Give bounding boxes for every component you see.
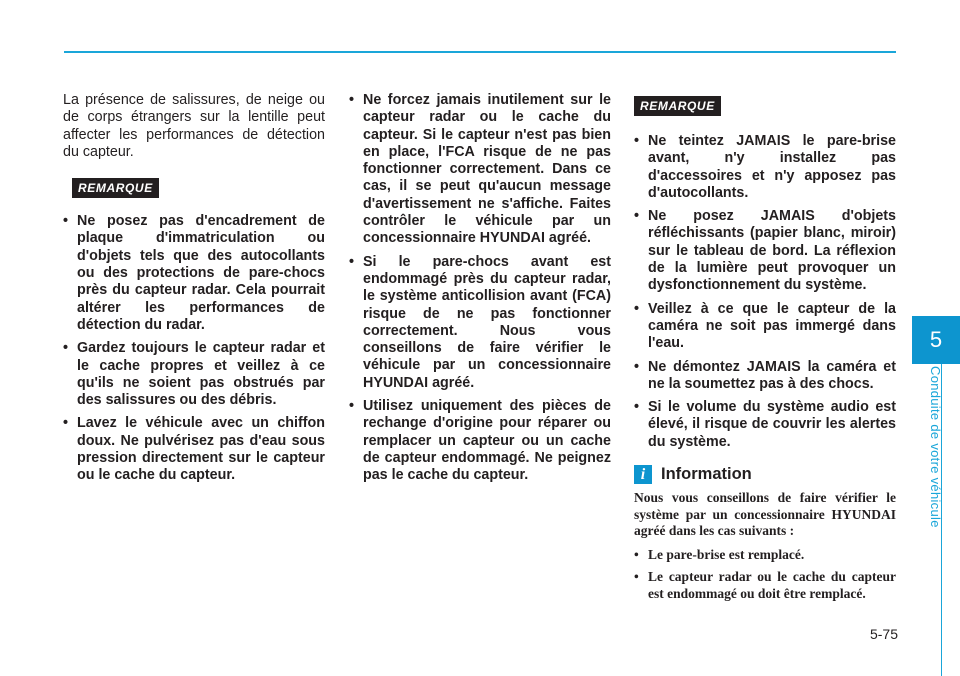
intro-paragraph: La présence de salissures, de neige ou de corps étrangers sur la lentille peut affecter les performances de détection du capteur. <box>63 92 325 160</box>
header-rule <box>64 51 896 53</box>
list-item: • Le pare-brise est remplacé. <box>634 547 805 563</box>
column-left <box>63 92 325 491</box>
bullet-icon: • <box>63 213 69 230</box>
bullet-icon: • <box>634 208 640 225</box>
bullet-icon: • <box>349 92 355 108</box>
list-item: • Lavez le véhicule avec un chiffon doux. Ne pulvérisez pas d'eau sous pression directement sur le capteur ou le cache du capteur. <box>63 415 325 484</box>
remarque-list <box>63 213 325 484</box>
list-item: • Ne teintez JAMAIS le pare-brise avant, n'y installez pas d'accessoires et n'y apposez pas d'autocollants. <box>634 133 896 201</box>
list-item: • Ne posez pas d'encadrement de plaque d'immatriculation ou d'objets tels que des autocollants ou des protections de pare-chocs près du capteur radar. Cela pourrait altérer les performances de détection du radar. <box>63 213 325 333</box>
chapter-number-tab: 5 <box>912 316 960 364</box>
list-item: • Ne posez JAMAIS d'objets réfléchissants (papier blanc, miroir) sur le tableau de bord. La réflexion de la lumière peut provoquer un dysfonctionnement du système. <box>634 208 896 294</box>
information-list <box>634 547 896 602</box>
information-text: Nous vous conseillons de faire vérifier le système par un concessionnaire HYUNDAI agréé dans les cas suivants : <box>634 490 896 539</box>
bullet-icon: • <box>634 568 639 584</box>
bullet-icon: • <box>634 399 640 416</box>
list-item: • Le capteur radar ou le cache du capteur est endommagé ou doit être remplacé. <box>634 568 896 601</box>
remarque-list-continued <box>349 92 611 485</box>
remarque-badge: REMARQUE <box>72 178 159 198</box>
bullet-icon: • <box>349 253 355 270</box>
bullet-icon: • <box>349 398 355 415</box>
list-item: • Gardez toujours le capteur radar et le cache propres et veillez à ce qu'ils ne soient pas obstrués par des salissures ou des débris. <box>63 340 325 409</box>
camera-remarque-list <box>634 133 896 451</box>
info-icon: i <box>634 465 652 484</box>
column-right <box>634 92 896 607</box>
bullet-icon: • <box>634 547 639 563</box>
bullet-icon: • <box>63 415 69 432</box>
bullet-icon: • <box>634 133 640 149</box>
information-heading <box>634 465 896 484</box>
chapter-title: Conduite de votre véhicule <box>928 366 943 528</box>
column-middle <box>349 92 611 491</box>
list-item: • Ne forcez jamais inutilement sur le capteur radar ou le cache du capteur. Si le capteur n'est pas bien en place, l'FCA risque de ne pas fonctionner correctement. Dans ce cas, il se peut qu'aucun message d'avertissement ne s'affiche. Faites contrôler le véhicule par un concessionnaire HYUNDAI agréé. <box>349 92 611 247</box>
list-item: • Si le volume du système audio est élevé, il risque de couvrir les alertes du système. <box>634 399 896 450</box>
list-item: • Ne démontez JAMAIS la caméra et ne la soumettez pas à des chocs. <box>634 358 896 392</box>
page-number: 5-75 <box>869 626 898 642</box>
list-item: • Si le pare-chocs avant est endommagé près du capteur radar, le système anticollision avant (FCA) risque de ne pas fonctionner correctement. Nous vous conseillons de faire vérifier le véhicule par un concessionnaire HYUNDAI agréé. <box>349 253 611 391</box>
remarque-badge: REMARQUE <box>634 96 721 116</box>
bullet-icon: • <box>63 340 69 357</box>
information-title: Information <box>661 465 752 484</box>
list-item: • Utilisez uniquement des pièces de rechange d'origine pour réparer ou remplacer un capteur ou un cache de capteur endommagé. Ne peignez pas le cache du capteur. <box>349 398 611 484</box>
list-item: • Veillez à ce que le capteur de la caméra ne soit pas immergé dans l'eau. <box>634 300 896 352</box>
bullet-icon: • <box>634 358 640 375</box>
bullet-icon: • <box>634 300 640 317</box>
